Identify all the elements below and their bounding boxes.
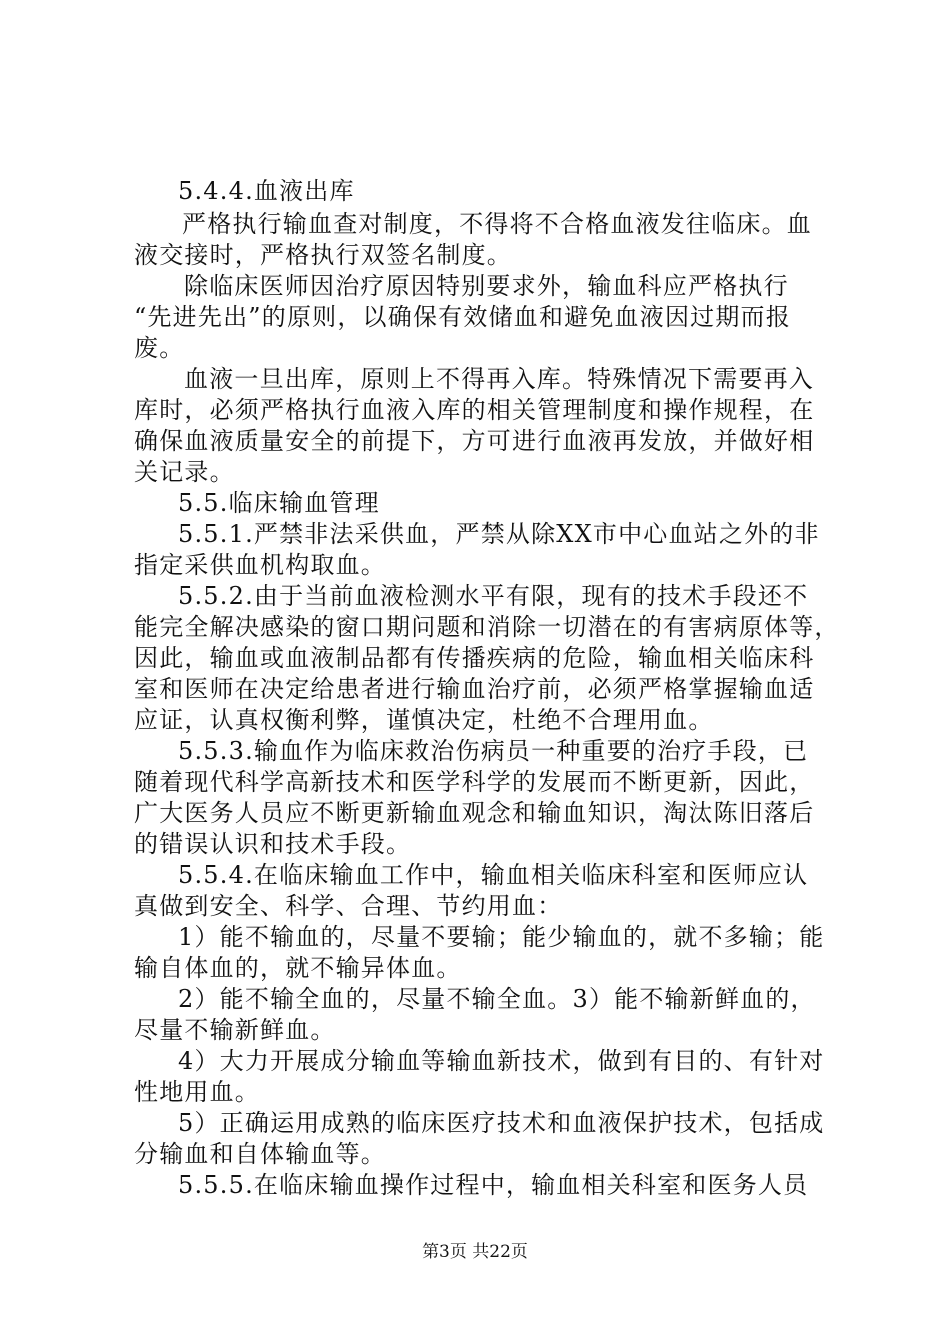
- paragraph-line: 的错误认识和技术手段。: [134, 830, 412, 858]
- heading-5-5: 5.5.临床输血管理: [178, 489, 380, 517]
- list-item-line: 分输血和自体输血等。: [134, 1140, 386, 1168]
- heading-5-4-4: 5.4.4.血液出库: [178, 177, 355, 205]
- paragraph-line: 真做到安全、科学、合理、节约用血：: [134, 892, 563, 920]
- paragraph-line: 指定采供血机构取血。: [134, 551, 386, 579]
- paragraph-line: 严格执行输血查对制度，不得将不合格血液发往临床。血: [182, 210, 812, 238]
- paragraph-line: 能完全解决感染的窗口期问题和消除一切潜在的有害病原体等，: [134, 613, 840, 641]
- list-item-line: 性地用血。: [134, 1078, 260, 1106]
- paragraph-line: “先进先出”的原则，以确保有效储血和避免血液因过期而报: [134, 303, 791, 331]
- paragraph-line: 5.5.2.由于当前血液检测水平有限，现有的技术手段还不: [178, 582, 809, 610]
- list-item-line: 5）正确运用成熟的临床医疗技术和血液保护技术，包括成: [178, 1109, 825, 1137]
- paragraph-line: 除临床医师因治疗原因特别要求外，输血科应严格执行: [184, 272, 789, 300]
- paragraph-line: 废。: [134, 334, 185, 362]
- paragraph-line: 血液一旦出库，原则上不得再入库。特殊情况下需要再入: [184, 365, 814, 393]
- paragraph-line: 关记录。: [134, 458, 235, 486]
- paragraph-line: 5.5.5.在临床输血操作过程中，输血相关科室和医务人员: [178, 1171, 809, 1199]
- paragraph-line: 确保血液质量安全的前提下，方可进行血液再发放，并做好相: [134, 427, 815, 455]
- paragraph-line: 随着现代科学高新技术和医学科学的发展而不断更新，因此，: [134, 768, 815, 796]
- page-footer: 第3页 共22页: [422, 1242, 528, 1262]
- list-item-line: 尽量不输新鲜血。: [134, 1016, 336, 1044]
- paragraph-line: 库时，必须严格执行血液入库的相关管理制度和操作规程，在: [134, 396, 815, 424]
- list-item-line: 1）能不输血的，尽量不要输；能少输血的，就不多输；能: [178, 923, 825, 951]
- paragraph-line: 广大医务人员应不断更新输血观念和输血知识，淘汰陈旧落后: [134, 799, 815, 827]
- list-item-line: 输自体血的，就不输异体血。: [134, 954, 462, 982]
- paragraph-line: 室和医师在决定给患者进行输血治疗前，必须严格掌握输血适: [134, 675, 815, 703]
- paragraph-line: 液交接时，严格执行双签名制度。: [134, 241, 512, 269]
- paragraph-line: 5.5.3.输血作为临床救治伤病员一种重要的治疗手段，已: [178, 737, 809, 765]
- paragraph-line: 5.5.1.严禁非法采供血，严禁从除XX市中心血站之外的非: [178, 520, 820, 548]
- list-item-line: 2）能不输全血的，尽量不输全血。3）能不输新鲜血的，: [178, 985, 816, 1013]
- paragraph-line: 应证，认真权衡利弊，谨慎决定，杜绝不合理用血。: [134, 706, 714, 734]
- paragraph-line: 因此，输血或血液制品都有传播疾病的危险，输血相关临床科: [134, 644, 815, 672]
- list-item-line: 4）大力开展成分输血等输血新技术，做到有目的、有针对: [178, 1047, 825, 1075]
- paragraph-line: 5.5.4.在临床输血工作中，输血相关临床科室和医师应认: [178, 861, 809, 889]
